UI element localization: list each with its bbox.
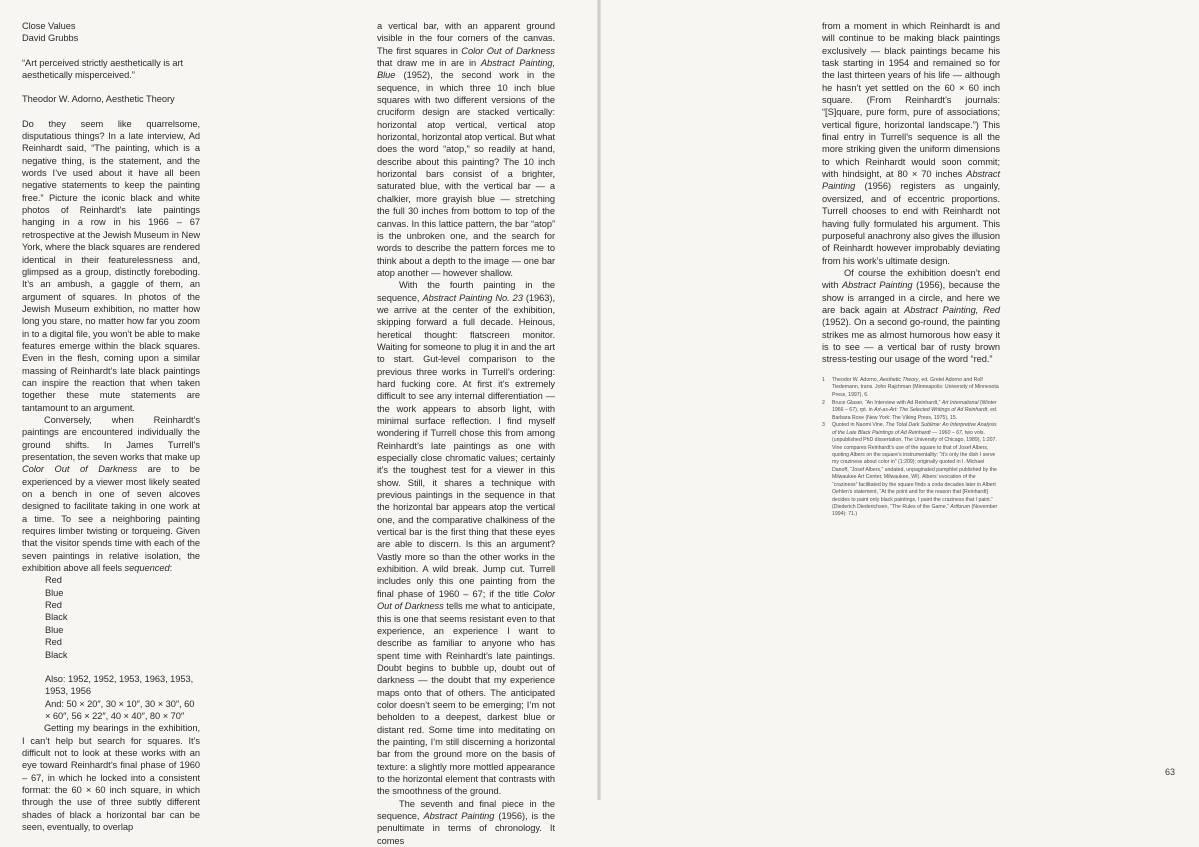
footnote-number: 3 [822,422,825,429]
artwork-title: Abstract Painting [423,811,495,821]
footnote-text: Bruce Glaser, “An Interview with Ad Reinhardt,” Art International (Winter 1966 – 67), rpt. in Art-as-Art: The Selected Writings of Ad Reinhardt, ed. Barbara Rose (New York: The Viking Press, 1975), 15. [832,399,998,421]
list-item: Blue [45,587,64,598]
years-line: Also: 1952, 1952, 1953, 1963, 1953, 1953, 1956 [45,673,194,697]
list-item: Blue [45,624,64,635]
left-page [0,0,598,846]
epigraph-attribution: Theodor W. Adorno, Aesthetic Theory [22,94,175,105]
paragraph: a vertical bar, with an apparent ground visible in the four corners of the canvas. The first squares in Color Out of Darkness that draw me in are in Abstract Painting, Blue (1952), the second work in the sequence, in which three 10 inch blue squares with two different versions of the cruciform design are stacked vertically: horizontal atop vertical, vertical atop horizontal, horizontal atop vertical. But what does the word “atop,” so readily at hand, describe about this painting? The 10 inch horizontal bars consist of a brighter, saturated blue, with the vertical bar — a chalkier, more grayish blue — stretching the full 30 inches from bottom to top of the canvas. In this lattice pattern, the bar “atop” is the unbroken one, and the search for words to describe the pattern forces me to think about a depth to the image — one bar atop another — however shallow. [377,21,555,278]
color-sequence-list [22,574,200,660]
list-item: Red [45,600,62,611]
footnotes [822,377,1000,519]
artwork-title: Abstract Painting [841,280,913,291]
artwork-title: Abstract Painting, Red [904,304,1000,315]
footnote [822,377,1000,399]
artwork-title: Abstract Painting [822,169,1000,192]
essay-author: David Grubbs [22,33,79,44]
artwork-title: Color Out of Darkness [22,464,138,475]
footnote-text: Quoted in Naomi Vine, The Total Dark Sublime: An Interpretive Analysis of the Late Black Paintings of Ad Reinhardt — 1960 – 67, two vols. (unpublished PhD dissertation, The University of Chicago, 1989), 1:207. Vine compares Reinhardt’s use of the square to that of Josef Albers, quoting Albers on the square’s instrumentality: “It’s only the dish I serve my craziness about color in” (1:209); originally quoted in I. Michael Danoff, “Josef Albers,” undated, unpaginated pamphlet published by the Milwaukee Art Center, Milwaukee, WI). Albers’ evocation of the “craziness” facilitated by the square finds a coda decades later in Albert Oehlen’s statement, “At the point and for the reason that [Reinhardt] decides to paint only black paintings, I paint the craziness that I paint.” (Diederich Diederichsen, “The Rules of the Game,” Artforum (November 1994): 71.) [832,422,998,518]
paragraph: With the fourth painting in the sequence, Abstract Painting No. 23 (1963), we arrive at the center of the exhibition, skipping forward a full decade. Heinous, heretical thought: flatscreen monitor. Waiting for someone to plug it in and the art to start. Gut-level comparison to the previous three works in Turrell’s ordering: hard fucking core. At first it’s extremely difficult to see any internal differentiation — the work appears to absorb light, with minimal surface reflection. I find myself wondering if Turrell chose this from among Reinhardt’s late paintings as one with especially close chromatic values; certainly it’s the toughest test for a viewer in this show. Still, it shares a technique with previous paintings in the sequence in that the horizontal bar appears atop the vertical one, and the comparative chalkiness of the vertical bar is the first thing that these eyes are able to discern. Is this an argument? Vastly more so than the other works in the exhibition. A wild break. Jump cut. Turrell includes only this one painting from the final phase of 1960 – 67; if the title Color Out of Darkness tells me what to anticipate, this is one that seems resistant even to that experience, an experience I want to describe as familiar to anyone who has spent time with Reinhardt’s late paintings. Doubt begins to bubble up, doubt out of darkness — the doubt that my experience maps onto that of others. The anticipated color doesn’t seem to be emerging; I’m not beholden to a deepest, darkest blue or distant red. Some time into meditating on the painting, I’m still discerning a horizontal bar from the ground more on the basis of texture: a slightly more mottled appearance to the horizontal element that contrasts with the smoothness of the ground. [377,280,556,797]
essay-title: Close Values [22,21,76,31]
artwork-title: Abstract Painting No. 23 [422,292,523,303]
footnote-number: 1 [822,377,825,383]
footnote [822,400,1000,422]
page-number: 63 [1165,767,1176,777]
artwork-title: Color Out of Darkness [377,588,555,612]
paragraph: Of course the exhibition doesn’t end with Abstract Painting (1956), because the show is arranged in a circle, and here we are back again at Abstract Painting, Red (1952). On a second go-round, the painting strikes me as almost humorous how easy it is to see — a vertical bar of rusty brown stress-testing our usage of the word “red.” [822,267,1000,365]
footnote [822,422,1000,518]
artwork-title: Color Out of Darkness [461,45,555,56]
column-1 [22,20,200,833]
list-item: Black [45,649,68,660]
paragraph: The seventh and final piece in the sequence, Abstract Painting (1956), is the penultimate in terms of chronology. It comes [377,798,555,846]
epigraph-quote: “Art perceived strictly aesthetically is art aesthetically misperceived.” [22,57,184,81]
list-item: Red [45,637,62,648]
paragraph: from a moment in which Reinhardt is and will continue to be making black paintings exclusively — black paintings became his task starting in 1954 and remained so for the last thirteen years of his life — although he hasn’t yet settled on the 60 × 60 inch square. (From Reinhardt’s journals: “[S]quare, pure form, pure of associations; vertical figure, horizontal landscape.”) This final entry in Turrell’s sequence is all the more striking given the uniform dimensions to which Reinhardt would soon commit; with hindsight, at 80 × 70 inches Abstract Painting (1956) registers as ungainly, oversized, and of eccentric proportions. Turrell chooses to end with Reinhardt not having fully formulated his argument. This purposeful anachrony also gives the illusion of Reinhardt however improbably deviating from his work’s ultimate design. [822,21,1000,266]
list-item: Black [45,612,68,623]
paragraph: Do they seem like quarrelsome, disputatious things? In a late interview, Ad Reinhardt said, “The painting, which is a negative thing, is the statement, and the words I’ve used about it have all been negative statements to keep the painting free.” Picture the iconic black and white photos of Reinhardt’s late paintings hanging in a row in his 1966 – 67 retrospective at the Jewish Museum in New York, where the black squares are rendered identical in their featurelessness and, glimpsed as a group, distinctly foreboding. It’s an ambush, a gaggle of them, an argument of squares. In photos of the Jewish Museum exhibition, no matter how long you stare, no matter how far you zoom in to a digital file, you won’t be able to make features emerge within the black squares. Even in the flesh, coming upon a similar massing of Reinhardt’s late black paintings can inspire the reaction that when taken together these mute statements are tantamount to an argument. [22,118,200,413]
artwork-title: Abstract Painting, Blue [377,58,555,81]
list-item: Red [45,575,62,586]
footnote-text: Theodor W. Adorno, Aesthetic Theory, ed. Gretel Adorno and Rolf Tiedemann, trans. John Rajchman (Minneapolis: University of Minnesota Press, 1997), 6. [832,377,999,398]
paragraph: Conversely, when Reinhardt’s paintings are encountered individually the ground shifts. In James Turrell’s presentation, the seven works that make up Color Out of Darkness are to be experienced by a viewer most likely seated on a bench in one of seven alcoves designed to facilitate taking in one work at a time. To see a neighboring painting requires limber twisting or torqueing. Given that the visitor spends time with each of the seven paintings in relative isolation, the exhibition above all feels sequenced: [22,414,201,574]
column-2 [377,20,555,847]
footnote-number: 2 [822,399,825,406]
dimensions-line: And: 50 × 20″, 30 × 10″, 30 × 30″, 60 × 60″, 56 × 22″, 40 × 40″, 80 × 70″ [45,698,195,721]
paragraph: Getting my bearings in the exhibition, I can’t help but search for squares. It’s difficult not to look at these works with an eye toward Reinhardt’s final phase of 1960 – 67, in which he locked into a consistent format: the 60 × 60 inch square, in which through the use of three subtly different shades of black a horizontal bar can be seen, eventually, to overlap [22,723,200,832]
column-3 [822,20,1000,366]
